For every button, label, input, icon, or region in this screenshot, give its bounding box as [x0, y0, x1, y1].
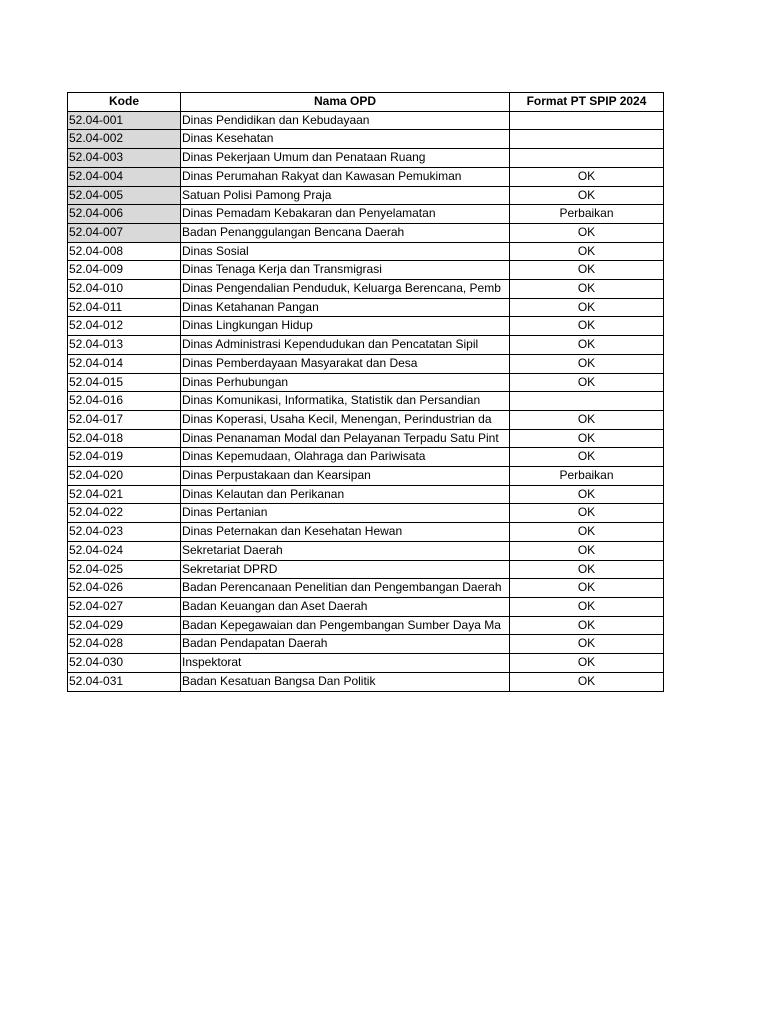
cell-format-status: OK [510, 242, 664, 261]
table-row [68, 205, 664, 224]
table-row [68, 616, 664, 635]
cell-nama-opd: Dinas Lingkungan Hidup [181, 317, 510, 336]
cell-nama-opd: Badan Kepegawaian dan Pengembangan Sumber Daya Ma [181, 616, 510, 635]
table-row [68, 373, 664, 392]
cell-kode: 52.04-019 [68, 448, 181, 467]
cell-nama-opd: Dinas Pengendalian Penduduk, Keluarga Berencana, Pemb [181, 280, 510, 299]
cell-kode: 52.04-012 [68, 317, 181, 336]
table-body [68, 111, 664, 691]
cell-format-status: Perbaikan [510, 205, 664, 224]
cell-nama-opd: Badan Penanggulangan Bencana Daerah [181, 223, 510, 242]
cell-format-status: Perbaikan [510, 467, 664, 486]
table-row [68, 467, 664, 486]
table-row [68, 298, 664, 317]
table-row [68, 392, 664, 411]
cell-format-status: OK [510, 523, 664, 542]
cell-nama-opd: Dinas Komunikasi, Informatika, Statistik dan Persandian [181, 392, 510, 411]
cell-format-status: OK [510, 317, 664, 336]
cell-format-status: OK [510, 336, 664, 355]
cell-nama-opd: Dinas Perpustakaan dan Kearsipan [181, 467, 510, 486]
cell-kode: 52.04-031 [68, 672, 181, 691]
cell-nama-opd: Inspektorat [181, 654, 510, 673]
table-row [68, 560, 664, 579]
cell-format-status [510, 392, 664, 411]
table-row [68, 504, 664, 523]
table-header [68, 93, 664, 112]
table-row [68, 579, 664, 598]
cell-format-status [510, 130, 664, 149]
cell-nama-opd: Sekretariat DPRD [181, 560, 510, 579]
table-row [68, 523, 664, 542]
cell-kode: 52.04-029 [68, 616, 181, 635]
cell-nama-opd: Dinas Sosial [181, 242, 510, 261]
cell-kode: 52.04-011 [68, 298, 181, 317]
cell-nama-opd: Badan Kesatuan Bangsa Dan Politik [181, 672, 510, 691]
cell-kode: 52.04-003 [68, 149, 181, 168]
cell-kode: 52.04-028 [68, 635, 181, 654]
opd-table [67, 92, 664, 692]
table-row [68, 635, 664, 654]
table-row [68, 336, 664, 355]
header-format: Format PT SPIP 2024 [510, 93, 664, 112]
cell-nama-opd: Dinas Ketahanan Pangan [181, 298, 510, 317]
cell-nama-opd: Dinas Kesehatan [181, 130, 510, 149]
cell-kode: 52.04-002 [68, 130, 181, 149]
cell-format-status: OK [510, 429, 664, 448]
cell-format-status: OK [510, 654, 664, 673]
table-row [68, 130, 664, 149]
table-row [68, 186, 664, 205]
cell-kode: 52.04-006 [68, 205, 181, 224]
table-row [68, 261, 664, 280]
cell-format-status: OK [510, 186, 664, 205]
cell-format-status: OK [510, 167, 664, 186]
cell-format-status: OK [510, 261, 664, 280]
table-row [68, 597, 664, 616]
table-row [68, 541, 664, 560]
cell-format-status: OK [510, 541, 664, 560]
cell-nama-opd: Badan Pendapatan Daerah [181, 635, 510, 654]
cell-kode: 52.04-025 [68, 560, 181, 579]
cell-nama-opd: Dinas Kelautan dan Perikanan [181, 485, 510, 504]
cell-kode: 52.04-015 [68, 373, 181, 392]
cell-format-status: OK [510, 672, 664, 691]
cell-kode: 52.04-014 [68, 354, 181, 373]
cell-format-status: OK [510, 373, 664, 392]
cell-nama-opd: Dinas Pekerjaan Umum dan Penataan Ruang [181, 149, 510, 168]
table-row [68, 223, 664, 242]
cell-kode: 52.04-008 [68, 242, 181, 261]
cell-nama-opd: Dinas Perumahan Rakyat dan Kawasan Pemukiman [181, 167, 510, 186]
table-row [68, 280, 664, 299]
cell-kode: 52.04-009 [68, 261, 181, 280]
cell-format-status: OK [510, 223, 664, 242]
cell-kode: 52.04-018 [68, 429, 181, 448]
header-kode: Kode [68, 93, 181, 112]
cell-kode: 52.04-023 [68, 523, 181, 542]
table-row [68, 429, 664, 448]
cell-nama-opd: Dinas Pendidikan dan Kebudayaan [181, 111, 510, 130]
table-row [68, 317, 664, 336]
cell-kode: 52.04-001 [68, 111, 181, 130]
cell-format-status: OK [510, 280, 664, 299]
table-row [68, 167, 664, 186]
cell-format-status [510, 111, 664, 130]
cell-format-status: OK [510, 560, 664, 579]
table-row [68, 485, 664, 504]
cell-format-status: OK [510, 616, 664, 635]
table-row [68, 654, 664, 673]
cell-format-status: OK [510, 597, 664, 616]
cell-format-status: OK [510, 448, 664, 467]
cell-kode: 52.04-027 [68, 597, 181, 616]
cell-format-status [510, 149, 664, 168]
cell-kode: 52.04-022 [68, 504, 181, 523]
cell-format-status: OK [510, 298, 664, 317]
cell-kode: 52.04-016 [68, 392, 181, 411]
cell-nama-opd: Dinas Pemberdayaan Masyarakat dan Desa [181, 354, 510, 373]
cell-kode: 52.04-020 [68, 467, 181, 486]
cell-kode: 52.04-005 [68, 186, 181, 205]
cell-kode: 52.04-017 [68, 410, 181, 429]
cell-kode: 52.04-030 [68, 654, 181, 673]
cell-nama-opd: Sekretariat Daerah [181, 541, 510, 560]
cell-nama-opd: Dinas Administrasi Kependudukan dan Pencatatan Sipil [181, 336, 510, 355]
cell-kode: 52.04-024 [68, 541, 181, 560]
header-nama-opd: Nama OPD [181, 93, 510, 112]
table-row [68, 149, 664, 168]
table-row [68, 448, 664, 467]
cell-format-status: OK [510, 579, 664, 598]
cell-kode: 52.04-013 [68, 336, 181, 355]
table-row [68, 672, 664, 691]
cell-format-status: OK [510, 635, 664, 654]
table-row [68, 354, 664, 373]
cell-kode: 52.04-021 [68, 485, 181, 504]
cell-format-status: OK [510, 410, 664, 429]
cell-nama-opd: Dinas Pemadam Kebakaran dan Penyelamatan [181, 205, 510, 224]
cell-nama-opd: Badan Keuangan dan Aset Daerah [181, 597, 510, 616]
table-row [68, 242, 664, 261]
cell-format-status: OK [510, 485, 664, 504]
cell-nama-opd: Dinas Koperasi, Usaha Kecil, Menengan, Perindustrian da [181, 410, 510, 429]
cell-nama-opd: Dinas Peternakan dan Kesehatan Hewan [181, 523, 510, 542]
cell-nama-opd: Satuan Polisi Pamong Praja [181, 186, 510, 205]
cell-nama-opd: Dinas Perhubungan [181, 373, 510, 392]
table-row [68, 111, 664, 130]
cell-nama-opd: Dinas Penanaman Modal dan Pelayanan Terpadu Satu Pint [181, 429, 510, 448]
cell-kode: 52.04-026 [68, 579, 181, 598]
cell-nama-opd: Badan Perencanaan Penelitian dan Pengembangan Daerah [181, 579, 510, 598]
cell-kode: 52.04-007 [68, 223, 181, 242]
cell-kode: 52.04-010 [68, 280, 181, 299]
cell-format-status: OK [510, 354, 664, 373]
cell-nama-opd: Dinas Tenaga Kerja dan Transmigrasi [181, 261, 510, 280]
cell-nama-opd: Dinas Pertanian [181, 504, 510, 523]
header-row [68, 93, 664, 112]
cell-kode: 52.04-004 [68, 167, 181, 186]
cell-format-status: OK [510, 504, 664, 523]
cell-nama-opd: Dinas Kepemudaan, Olahraga dan Pariwisata [181, 448, 510, 467]
table-row [68, 410, 664, 429]
